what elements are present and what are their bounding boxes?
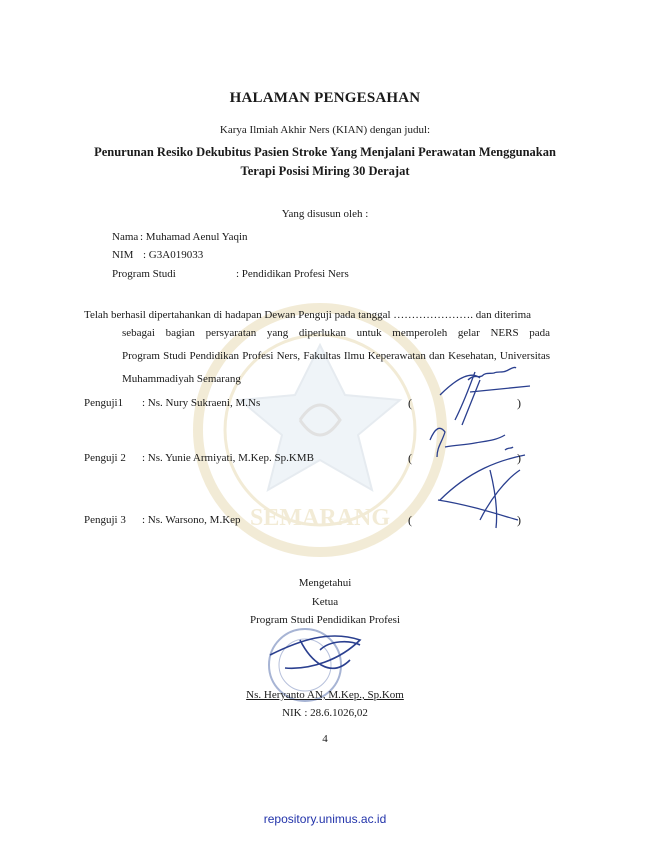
examiner-3-close-paren: ) xyxy=(517,513,521,527)
program-heading: Program Studi Pendidikan Profesi xyxy=(249,614,401,626)
statement-line2: sebagai bagian persyaratan yang diperlukan untuk memperoleh gelar NERS pada xyxy=(122,327,550,339)
thesis-intro: Karya Ilmiah Akhir Ners (KIAN) dengan judul: xyxy=(219,124,431,136)
signer-nik: NIK : 28.6.1026,02 xyxy=(282,707,368,719)
nim-value: : G3A019033 xyxy=(143,249,204,261)
nim-label: NIM xyxy=(112,249,134,261)
name-label: Nama xyxy=(112,231,139,243)
statement-paragraph xyxy=(122,322,550,391)
thesis-title-line2: Terapi Posisi Miring 30 Derajat xyxy=(240,164,410,178)
page-title: HALAMAN PENGESAHAN xyxy=(229,90,421,106)
program-label: Program Studi xyxy=(112,268,176,280)
author-heading: Yang disusun oleh : xyxy=(281,208,369,220)
examiner-2-label: Penguji 2 xyxy=(84,452,126,464)
examiner-1-open-paren: ( xyxy=(408,396,412,410)
repository-link[interactable]: repository.unimus.ac.id xyxy=(263,812,387,826)
examiner-1-close-paren: ) xyxy=(517,396,521,410)
page-number: 4 xyxy=(322,733,328,745)
examiner-3-label: Penguji 3 xyxy=(84,514,126,526)
name-value: : Muhamad Aenul Yaqin xyxy=(140,231,248,243)
acknowledged-label: Mengetahui xyxy=(298,577,352,589)
role-label: Ketua xyxy=(311,596,339,608)
program-value: : Pendidikan Profesi Ners xyxy=(236,268,349,280)
examiner-1-label: Penguji1 xyxy=(84,397,124,409)
examiner-3-open-paren: ( xyxy=(408,513,412,527)
examiner-3-name: : Ns. Warsono, M.Kep xyxy=(142,514,241,526)
thesis-title-line1: Penurunan Resiko Dekubitus Pasien Stroke Yang Menjalani Perawatan Menggunakan xyxy=(94,145,556,159)
examiner-1-name: : Ns. Nury Sukraeni, M.Ns xyxy=(142,397,261,409)
examiner-2-name: : Ns. Yunie Armiyati, M.Kep. Sp.KMB xyxy=(142,452,314,464)
examiner-2-open-paren: ( xyxy=(408,451,412,465)
statement-line3: Program Studi Pendidikan Profesi Ners, Fakultas Ilmu Keperawatan dan Kesehatan, Universitas xyxy=(122,350,550,362)
examiner-2-close-paren: ) xyxy=(517,451,521,465)
statement-line4: Muhammadiyah Semarang xyxy=(122,373,241,385)
signer-name: Ns. Heryanto AN, M.Kep., Sp.Kom xyxy=(246,689,404,701)
watermark-text: SEMARANG xyxy=(249,505,391,531)
statement-line1: Telah berhasil dipertahankan di hadapan Dewan Penguji pada tanggal …………………. dan diterima xyxy=(84,309,532,321)
